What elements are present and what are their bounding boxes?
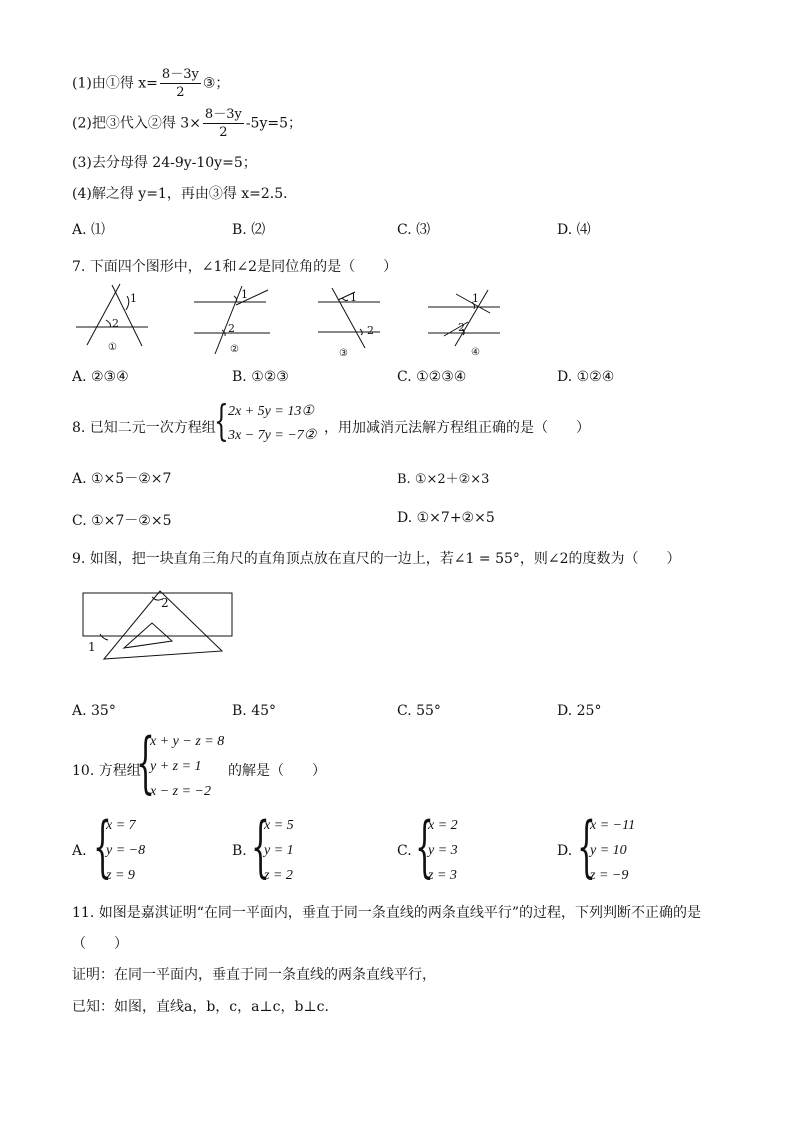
q10-option-b-letter: B. — [232, 843, 247, 859]
q9-option-a[interactable]: A. 35° — [72, 703, 116, 719]
q10-option-d-line-3: z = −9 — [590, 868, 629, 883]
fraction-denominator: 2 — [176, 85, 185, 100]
q10-option-d-brace: { — [577, 808, 596, 885]
q10-option-a-brace: { — [93, 808, 112, 885]
q10-option-c-line-1: x = 2 — [428, 818, 458, 833]
q8-option-d[interactable]: D. ①×7+②×5 — [397, 510, 495, 526]
q10-option-c-line-2: y = 3 — [428, 843, 458, 858]
q10-equation-3: x − z = −2 — [150, 784, 212, 799]
q10-option-c-letter: C. — [397, 843, 412, 859]
q11-line-2: （ ） — [72, 936, 128, 952]
q6-step-1-suffix: ③； — [202, 75, 230, 92]
q6-step-2 — [72, 106, 302, 141]
q8-option-c[interactable]: C. ①×7－②×5 — [72, 513, 172, 529]
q9-figure — [78, 585, 238, 665]
q9-question: 9. 如图，把一块直角三角尺的直角顶点放在直尺的一边上，若∠1 = 55°，则∠2的度数为（ ） — [72, 551, 681, 567]
q10-equation-2: y + z = 1 — [150, 759, 202, 774]
q9-option-d[interactable]: D. 25° — [557, 703, 602, 719]
fraction-denominator: 2 — [219, 125, 228, 140]
q7-option-c[interactable]: C. ①②③④ — [397, 369, 467, 385]
q10-option-b-brace: { — [251, 808, 270, 885]
q7-option-d[interactable]: D. ①②④ — [557, 369, 615, 385]
q10-option-a-line-3: z = 9 — [106, 868, 135, 883]
q10-option-a-line-1: x = 7 — [106, 818, 136, 833]
q10-brace: { — [136, 724, 155, 801]
fig3-angle-2-label: 2 — [367, 324, 374, 337]
q8-equation-2: 3x − 7y = −7② — [228, 428, 317, 443]
q7-option-a[interactable]: A. ②③④ — [72, 369, 129, 385]
q6-step-2-fraction — [203, 106, 244, 141]
q10-option-d-line-1: x = −11 — [590, 818, 636, 833]
q10-suffix: 的解是（ ） — [228, 763, 326, 779]
q10-option-c-brace: { — [415, 808, 434, 885]
q11-line-4: 已知：如图，直线a，b，c，a⊥c，b⊥c． — [72, 999, 339, 1015]
q10-option-d-letter: D. — [557, 843, 573, 859]
fig4-label: ④ — [471, 347, 480, 358]
q11-line-3: 证明：在同一平面内，垂直于同一条直线的两条直线平行， — [72, 967, 436, 983]
fig3-label: ③ — [339, 348, 348, 359]
q9-angle-2-label: 2 — [161, 596, 169, 610]
fig2-label: ② — [230, 344, 239, 355]
fig3-angle-1-label: 1 — [350, 291, 357, 304]
q10-option-b-line-1: x = 5 — [264, 818, 294, 833]
fraction-numerator: 8－3y — [204, 107, 242, 122]
fig4-angle-1-label: 1 — [472, 292, 479, 305]
q7-figures — [70, 280, 510, 362]
q10-prefix: 10. 方程组 — [72, 763, 141, 779]
q9-option-b[interactable]: B. 45° — [232, 703, 277, 719]
q6-step-4: (4)解之得 y=1，再由③得 x=2.5． — [72, 186, 298, 202]
q6-step-2-suffix: -5y=5； — [245, 115, 302, 132]
fig4-angle-2-label: 2 — [458, 321, 465, 334]
q8-option-a[interactable]: A. ①×5－②×7 — [72, 471, 172, 487]
q6-step-2-prefix: (2)把③代入②得 3× — [72, 115, 201, 132]
fig2-angle-1-label: 1 — [241, 288, 248, 301]
q6-option-c[interactable]: C. ⑶ — [397, 222, 431, 238]
q6-step-1 — [72, 66, 229, 101]
q8-equation-1: 2x + 5y = 13① — [228, 404, 314, 419]
q7-figure-3 — [318, 288, 380, 348]
q8-brace: { — [214, 396, 229, 445]
q9-angle-1-label: 1 — [88, 640, 96, 654]
q11-line-1: 11. 如图是嘉淇证明“在同一平面内，垂直于同一条直线的两条直线平行”的过程，下列判断不正确的是 — [72, 905, 702, 921]
q6-option-d[interactable]: D. ⑷ — [557, 222, 591, 238]
q7-question: 7. 下面四个图形中，∠1和∠2是同位角的是（ ） — [72, 259, 398, 275]
fraction-numerator: 8－3y — [161, 67, 199, 82]
q10-option-b-line-2: y = 1 — [264, 843, 294, 858]
ruler — [83, 593, 232, 636]
q7-option-b[interactable]: B. ①②③ — [232, 369, 289, 385]
q8-prefix: 8. 已知二元一次方程组 — [72, 420, 216, 436]
q6-step-1-fraction — [160, 66, 201, 101]
q10-equation-1: x + y − z = 8 — [150, 734, 225, 749]
q7-figure-1 — [76, 284, 148, 346]
q6-step-1-prefix: (1)由①得 x= — [72, 75, 158, 92]
fig1-angle-1-label: 1 — [130, 292, 137, 305]
q8-suffix: ，用加减消元法解方程组正确的是（ ） — [324, 420, 590, 436]
fig1-angle-2-label: 2 — [112, 317, 119, 330]
q10-option-c-line-3: z = 3 — [428, 868, 457, 883]
q6-step-3: (3)去分母得 24-9y-10y=5； — [72, 155, 257, 171]
q6-option-a[interactable]: A. ⑴ — [72, 222, 106, 238]
q10-option-a-line-2: y = −8 — [106, 843, 146, 858]
q8-option-b[interactable]: B. ①×2＋②×3 — [397, 472, 490, 487]
q6-option-b[interactable]: B. ⑵ — [232, 222, 266, 238]
q10-option-b-line-3: z = 2 — [264, 868, 293, 883]
q10-option-d-line-2: y = 10 — [590, 843, 627, 858]
q9-option-c[interactable]: C. 55° — [397, 703, 441, 719]
fig2-angle-2-label: 2 — [228, 322, 235, 335]
q7-figure-4 — [428, 290, 500, 346]
q10-option-a-letter: A. — [72, 843, 87, 859]
fig1-label: ① — [108, 342, 117, 353]
